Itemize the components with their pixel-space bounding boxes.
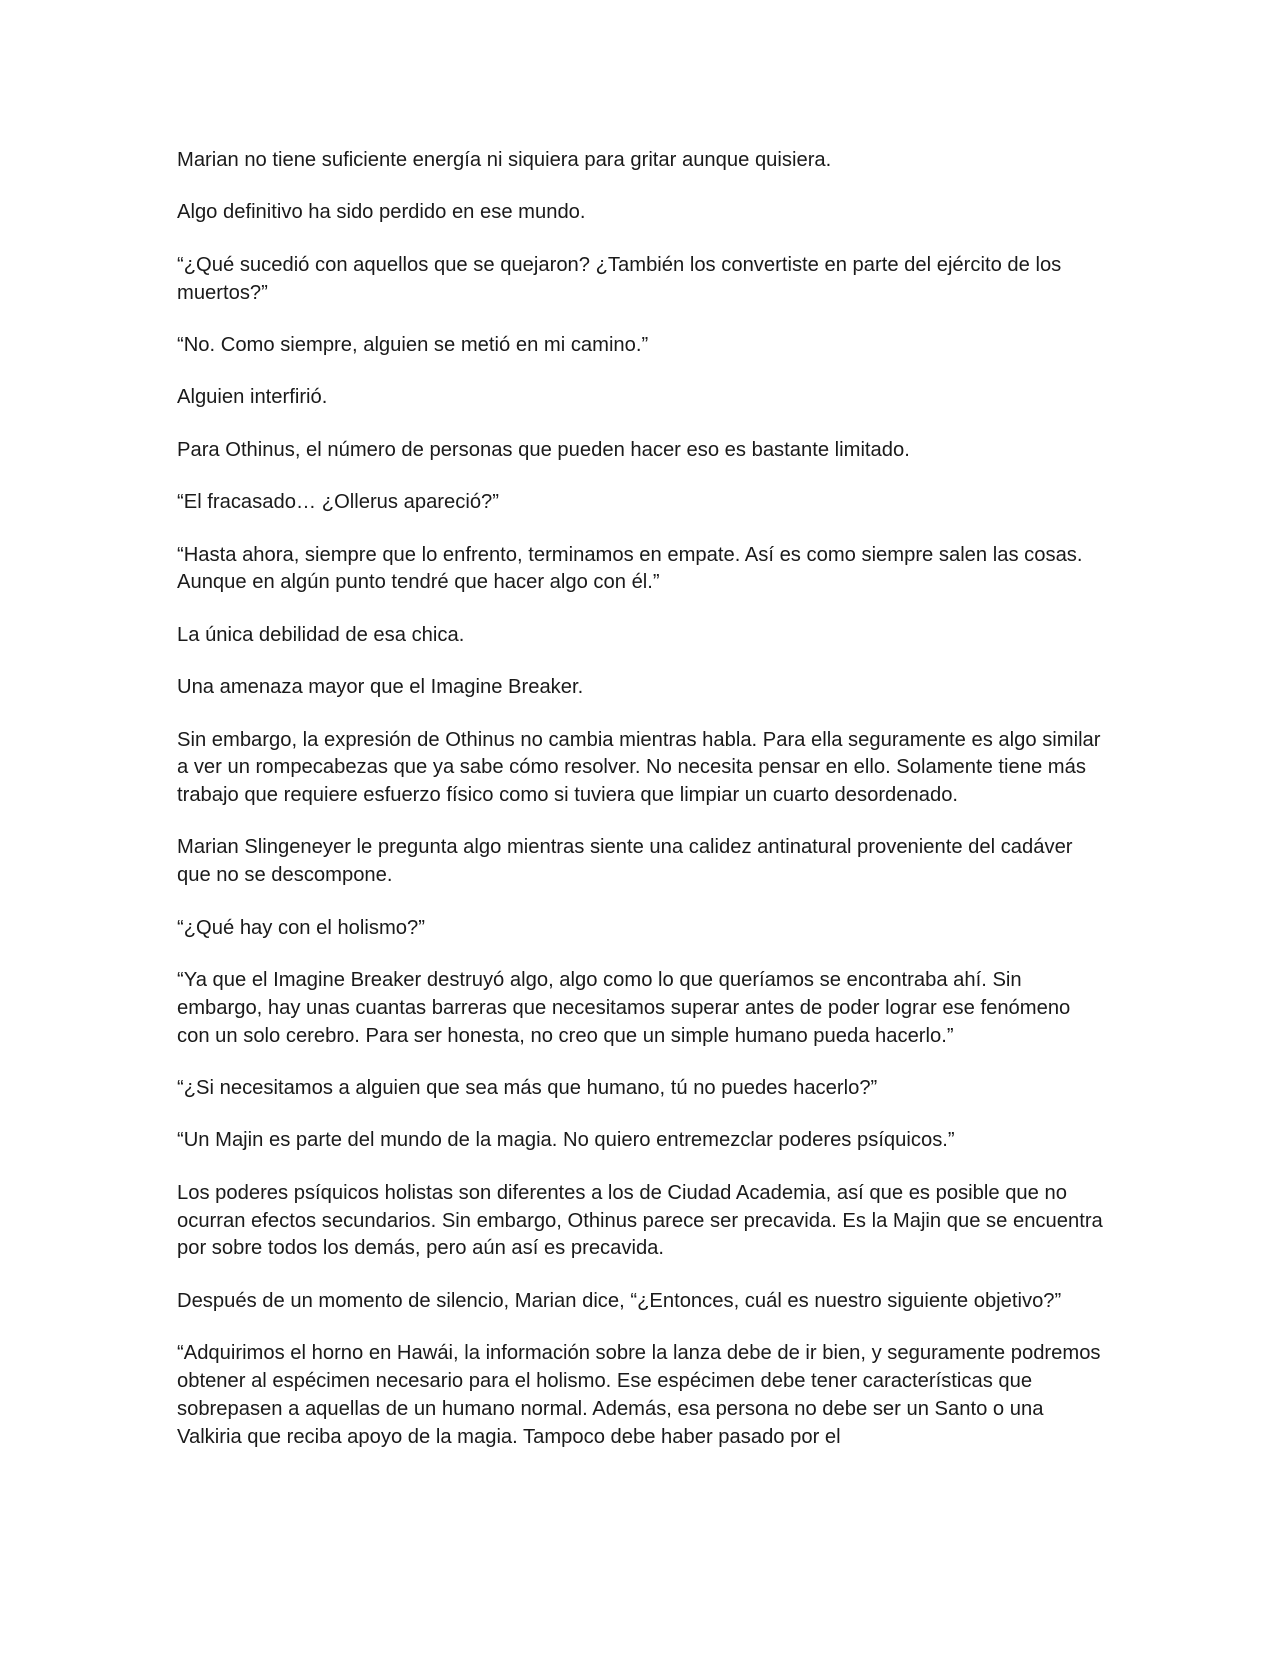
paragraph: “Hasta ahora, siempre que lo enfrento, terminamos en empate. Así es como siempre salen las cosas. Aunque en algún punto tendré que hacer algo con él.” xyxy=(177,543,1083,594)
paragraph: Para Othinus, el número de personas que pueden hacer eso es bastante limitado. xyxy=(177,438,910,461)
paragraph: “¿Si necesitamos a alguien que sea más que humano, tú no puedes hacerlo?” xyxy=(177,1077,878,1100)
paragraph: Marian no tiene suficiente energía ni siquiera para gritar aunque quisiera. xyxy=(177,149,832,171)
paragraph: Después de un momento de silencio, Marian dice, “¿Entonces, cuál es nuestro siguiente objetivo?” xyxy=(177,1289,1062,1312)
paragraph: Sin embargo, la expresión de Othinus no cambia mientras habla. Para ella seguramente es algo similar a ver un rompecabezas que ya sabe cómo resolver. No necesita pensar en ello. Solamente tiene más trabajo que requiere esfuerzo físico como si tuviera que limpiar un cuarto desordenado. xyxy=(177,728,1101,807)
paragraph: “¿Qué sucedió con aquellos que se quejaron? ¿También los convertiste en parte del ejército de los muertos?” xyxy=(177,253,1062,304)
paragraph: Los poderes psíquicos holistas son diferentes a los de Ciudad Academia, así que es posible que no ocurran efectos secundarios. Sin embargo, Othinus parece ser precavida. Es la Majin que se encuentra por sobre todos los demás, pero aún así es precavida. xyxy=(177,1181,1103,1260)
text-column xyxy=(177,147,1107,1476)
paragraph: Marian Slingeneyer le pregunta algo mientras siente una calidez antinatural proveniente del cadáver que no se descompone. xyxy=(177,836,1073,887)
paragraph: Algo definitivo ha sido perdido en ese mundo. xyxy=(177,201,586,224)
paragraph: “No. Como siempre, alguien se metió en mi camino.” xyxy=(177,333,649,356)
paragraph: “¿Qué hay con el holismo?” xyxy=(177,916,425,939)
paragraph: “Adquirimos el horno en Hawái, la información sobre la lanza debe de ir bien, y seguramente podremos obtener al espécimen necesario para el holismo. Ese espécimen debe tener características que sobrepasen a aquellas de un humano normal. Además, esa persona no debe ser un Santo o una Valkiria que reciba apoyo de la magia. Tampoco debe haber pasado por el xyxy=(177,1342,1101,1448)
paragraph: Una amenaza mayor que el Imagine Breaker. xyxy=(177,676,584,699)
paragraph: “Ya que el Imagine Breaker destruyó algo, algo como lo que queríamos se encontraba ahí. Sin embargo, hay unas cuantas barreras que necesitamos superar antes de poder lograr ese fenómeno con un solo cerebro. Para ser honesta, no creo que un simple humano pueda hacerlo.” xyxy=(177,969,1071,1047)
paragraph: “El fracasado… ¿Ollerus apareció?” xyxy=(177,491,500,514)
paragraph: Alguien interfirió. xyxy=(177,386,328,409)
paragraph: “Un Majin es parte del mundo de la magia. No quiero entremezclar poderes psíquicos.” xyxy=(177,1129,955,1152)
paragraph: La única debilidad de esa chica. xyxy=(177,623,465,646)
